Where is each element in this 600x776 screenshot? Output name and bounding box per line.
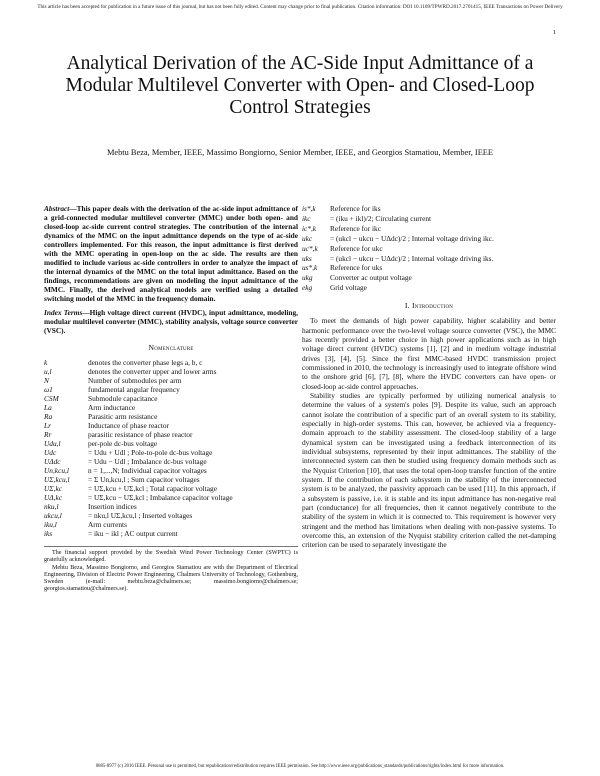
nomenclature-description: Reference for uks [330,263,383,273]
nomenclature-description: = Udu + Udl ; Pole-to-pole dc-bus voltage [88,448,213,457]
nomenclature-symbol: Ra [44,412,53,421]
nomenclature-description: parasitic resistance of phase reactor [88,430,193,439]
nomenclature-symbol: k [44,358,48,367]
nomenclature-symbol: CSM [44,394,59,403]
nomenclature-description: denotes the converter upper and lower arms [88,367,217,376]
nomenclature-symbol: uks [302,253,312,263]
nomenclature-continued [302,204,556,293]
nomenclature-description: Inductance of phase reactor [88,421,169,430]
index-terms-label: Index Terms [44,308,83,317]
funding-note: The financial support provided by the Swedish Wind Power Technology Center (SWPTC) is gratefully acknowledged. [44,550,298,564]
nomenclature-symbol: Udu,l [44,439,61,448]
nomenclature-description: Grid voltage [330,283,367,293]
nomenclature-description: = (ukcl − ukcu − UΔdc)/2 ; Internal voltage driving ikc. [330,233,494,243]
nomenclature-symbol: iku,l [44,520,57,529]
nomenclature-symbol: La [44,403,52,412]
nomenclature-description: per-pole dc-bus voltage [88,439,158,448]
nomenclature-description: = Σ Un,kcu,l ; Sum capacitor voltages [88,475,200,484]
nomenclature-description: n = 1,...,N; Individual capacitor voltages [88,466,207,475]
nomenclature-description: Arm inductance [88,403,136,412]
nomenclature-description: Submodule capacitance [88,394,158,403]
footnote [44,546,298,594]
nomenclature-symbol: uc*,k [302,243,318,253]
affiliation-note: Mebtu Beza, Massimo Bongiorno, and Georgios Stamatiou are with the Department of Electrical Engineering, Division of Electric Power Engineering, Chalmers University of Technology, Gothenburg, Sweden (e-mail: mebtu.beza@chalmers.se; massimo.bongiorno@chalmers.se; georgios.stamatiou@chalmers.se). [44,564,298,593]
intro-paragraph: To meet the demands of high power capability, higher scalability and better harmonic performance over the two-level voltage source converter (VSC), the MMC has recently provided a better choice in high power applications such as in high voltage direct current (HVDC) systems [1], [2] and in medium voltage industrial drives [3], [4], [5]. Since the first MMC-based HVDC transmission project commissioned in 2010, the technology is increasingly used to integrate offshore wind to the onshore grid [6], [7], [8], where the HVDC converters can have open- or closed-loop ac-side control approaches. [302,316,556,391]
nomenclature-symbol: Rr [44,430,52,439]
nomenclature-description: Number of submodules per arm [88,376,182,385]
nomenclature-symbol: UΣ,kc [44,484,63,493]
paper-title: Analytical Derivation of the AC-Side Input Admittance of a Modular Multilevel Converter with Open- and Closed-Loop Control Strategies [65,53,535,118]
nomenclature-description: Reference for iks [330,204,381,213]
nomenclature-symbol: is*,k [302,204,316,213]
nomenclature-symbol: N [44,376,49,385]
introduction-body [302,316,556,550]
nomenclature-symbol: us*,k [302,263,318,273]
introduction-heading: I. Introduction [404,301,454,311]
nomenclature-symbol: UΣ,kcu,l [44,475,70,484]
nomenclature-heading: Nomenclature [148,343,194,352]
nomenclature-symbol: UΔ,kc [44,493,62,502]
nomenclature-description: denotes the converter phase legs a, b, c [88,358,203,367]
nomenclature-symbol: nku,l [44,502,59,511]
copyright-footer: 0885-8977 (c) 2016 IEEE. Personal use is permitted, but republication/redistribution requires IEEE permission. See http://www.ieee.org/publications_standards/publications/rights/index.html for more information. [95,764,505,769]
index-terms-text: —High voltage direct current (HVDC), input admittance, modeling, modular multilevel converter (MMC), stability analysis, voltage source converter (VSC). [44,308,298,335]
nomenclature-symbol: ekg [302,283,313,293]
nomenclature-description: = nku,l UΣ,kcu,l ; Inserted voltages [88,511,193,520]
nomenclature-symbol: ikc [302,213,311,223]
nomenclature-description: = (ukcl − ukcu − UΔdc)/2 ; Internal voltage driving iks. [330,253,494,263]
abstract-text: —This paper deals with the derivation of the ac-side input admittance of a grid-connected modular multilevel converter (MMC) under both open- and closed-loop ac-side current control strategies. The contribution of the internal dynamics of the MMC on the input admittance depends on the type of ac-side controllers implemented. For this reason, the input admittance is first derived with the MMC operating in open-loop on the ac side. The results are then modified to include various ac-side controllers in order to analyze the impact of the internal dynamics of the MMC on the total input admittance. Based on the findings, recommendations are given on modeling the input admittance of the MMC. Finally, the derived analytical models are verified using a detailed switching model of the MMC in the frequency domain. [44,204,298,303]
nomenclature-symbol: ukg [302,273,313,283]
nomenclature-description: fundamental angular frequency [88,385,180,394]
nomenclature-symbol: ic*,k [302,223,317,233]
nomenclature-description: = (iku + ikl)/2; Circulating current [330,213,432,223]
nomenclature-symbol: Udc [44,448,57,457]
abstract-label: Abstract [44,204,70,213]
right-column [302,204,556,550]
nomenclature-symbol: ω1 [44,385,53,394]
nomenclature-description: = iku − ikl ; AC output current [88,529,178,538]
nomenclature-symbol: Un,kcu,l [44,466,69,475]
nomenclature-description: = UΣ,kcu + UΣ,kcl ; Total capacitor voltage [88,484,217,493]
page-number: 1 [552,29,556,36]
index-terms [44,308,298,335]
intro-paragraph: Stability studies are typically performed by utilizing numerical analysis to determine the values of a system's poles [9]. Despite its value, such an approach cannot isolate the contribution of a specific part of an overall system to its stability, especially in high-order systems. This can, however, be achieved via a frequency-domain approach to the stability assessment. The closed-loop stability of a large dynamical system can be investigated using a feedback interconnection of its individual subsystems, represented by their input admittances. The stability of the interconnected system can then be studied using frequency domain methods such as the Nyquist Criterion [10], that uses the total open-loop transfer function of the entire system. If the contribution of each subsystem in the stability of the interconnected system is to be analyzed, the passivity approach can be used [11]. In this approach, if a subsystem is passive, i.e. it is stable and its input admittance has non-negative real part (conductance) for all frequencies, then it cannot negatively contribute to the stability of the system in which it is connected to. This requirement is however very stringent and the method has limitations when dealing with non-passive systems. To overcome this, an extension of the Nyquist stability criterion called the net-damping criterion can be used to separately investigate the [302,390,556,550]
nomenclature-description: Arm currents [88,520,127,529]
nomenclature-list [44,358,298,538]
nomenclature-description: Parasitic arm resistance [88,412,158,421]
abstract [44,204,298,303]
journal-notice: This article has been accepted for publication in a future issue of this journal, but has not been fully edited. Content may change prior to final publication. Citation information: DOI 10.1109/TPWRD.2017.2701415, IEEE Transactions on Power Delivery [37,4,563,10]
nomenclature-symbol: Lr [44,421,51,430]
nomenclature-description: = Udu − Udl ; Imbalance dc-bus voltage [88,457,207,466]
author-line: Mebtu Beza, Member, IEEE, Massimo Bongiorno, Senior Member, IEEE, and Georgios Stamatiou, Member, IEEE [106,148,494,157]
nomenclature-symbol: ukcu,l [44,511,62,520]
nomenclature-description: Reference for ukc [330,243,383,253]
nomenclature-symbol: iks [44,529,53,538]
nomenclature-symbol: ukc [302,233,313,243]
nomenclature-description: = UΣ,kcu − UΣ,kcl ; Imbalance capacitor voltage [88,493,233,502]
nomenclature-description: Converter ac output voltage [330,273,412,283]
left-column [44,204,298,594]
nomenclature-symbol: u,l [44,367,52,376]
nomenclature-description: Reference for ikc [330,223,381,233]
nomenclature-symbol: UΔdc [44,457,61,466]
nomenclature-description: Insertion indices [88,502,137,511]
